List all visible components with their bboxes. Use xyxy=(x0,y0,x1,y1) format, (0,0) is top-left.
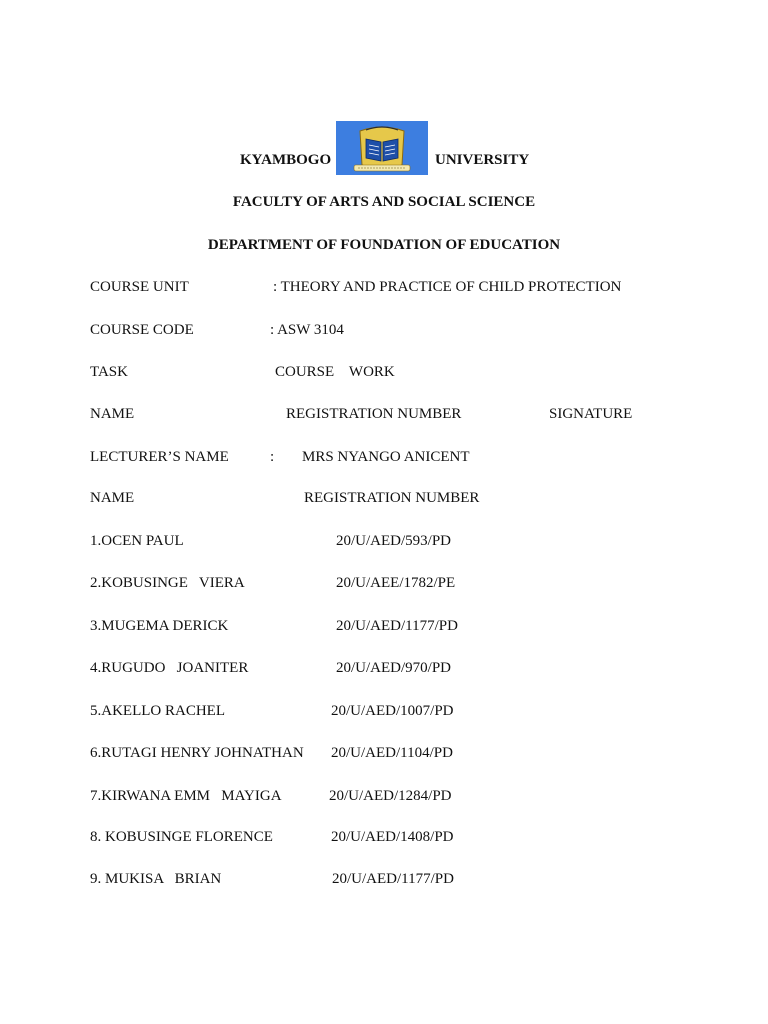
lecturer-colon: : xyxy=(270,449,275,465)
lecturer-label: LECTURER’S NAME xyxy=(90,449,229,465)
university-name-left: KYAMBOGO xyxy=(240,152,332,168)
member-name: 5.AKELLO RACHEL xyxy=(90,703,225,719)
signature-header: SIGNATURE xyxy=(549,406,633,422)
member-reg: 20/U/AEE/1782/PE xyxy=(336,575,456,591)
member-reg: 20/U/AED/1104/PD xyxy=(331,745,453,761)
university-crest-icon xyxy=(336,121,428,175)
task-value: COURSE WORK xyxy=(275,364,395,380)
university-logo xyxy=(336,121,428,175)
department-title: DEPARTMENT OF FOUNDATION OF EDUCATION xyxy=(207,237,561,253)
course-code-value: : ASW 3104 xyxy=(270,322,344,338)
member-reg: 20/U/AED/1177/PD xyxy=(332,871,454,887)
member-reg: 20/U/AED/1284/PD xyxy=(329,788,452,804)
member-name: 3.MUGEMA DERICK xyxy=(90,618,229,634)
member-name: 8. KOBUSINGE FLORENCE xyxy=(90,829,273,845)
signature-reg-header: REGISTRATION NUMBER xyxy=(286,406,462,422)
member-reg: 20/U/AED/1177/PD xyxy=(336,618,458,634)
signature-name-header: NAME xyxy=(90,406,135,422)
course-code-label: COURSE CODE xyxy=(90,322,194,338)
faculty-title: FACULTY OF ARTS AND SOCIAL SCIENCE xyxy=(232,194,536,210)
member-name: 9. MUKISA BRIAN xyxy=(90,871,222,887)
member-reg: 20/U/AED/1408/PD xyxy=(331,829,454,845)
member-name: 7.KIRWANA EMM MAYIGA xyxy=(90,788,282,804)
member-reg: 20/U/AED/970/PD xyxy=(336,660,452,676)
course-unit-value: : THEORY AND PRACTICE OF CHILD PROTECTION xyxy=(273,279,622,295)
university-name-right: UNIVERSITY xyxy=(435,152,530,168)
member-name: 6.RUTAGI HENRY JOHNATHAN xyxy=(90,745,304,761)
members-name-header: NAME xyxy=(90,490,135,506)
member-name: 2.KOBUSINGE VIERA xyxy=(90,575,245,591)
task-label: TASK xyxy=(90,364,128,380)
member-reg: 20/U/AED/593/PD xyxy=(336,533,452,549)
members-reg-header: REGISTRATION NUMBER xyxy=(304,490,480,506)
member-name: 4.RUGUDO JOANITER xyxy=(90,660,249,676)
lecturer-name: MRS NYANGO ANICENT xyxy=(302,449,470,465)
member-reg: 20/U/AED/1007/PD xyxy=(331,703,454,719)
course-unit-label: COURSE UNIT xyxy=(90,279,189,295)
member-name: 1.OCEN PAUL xyxy=(90,533,184,549)
